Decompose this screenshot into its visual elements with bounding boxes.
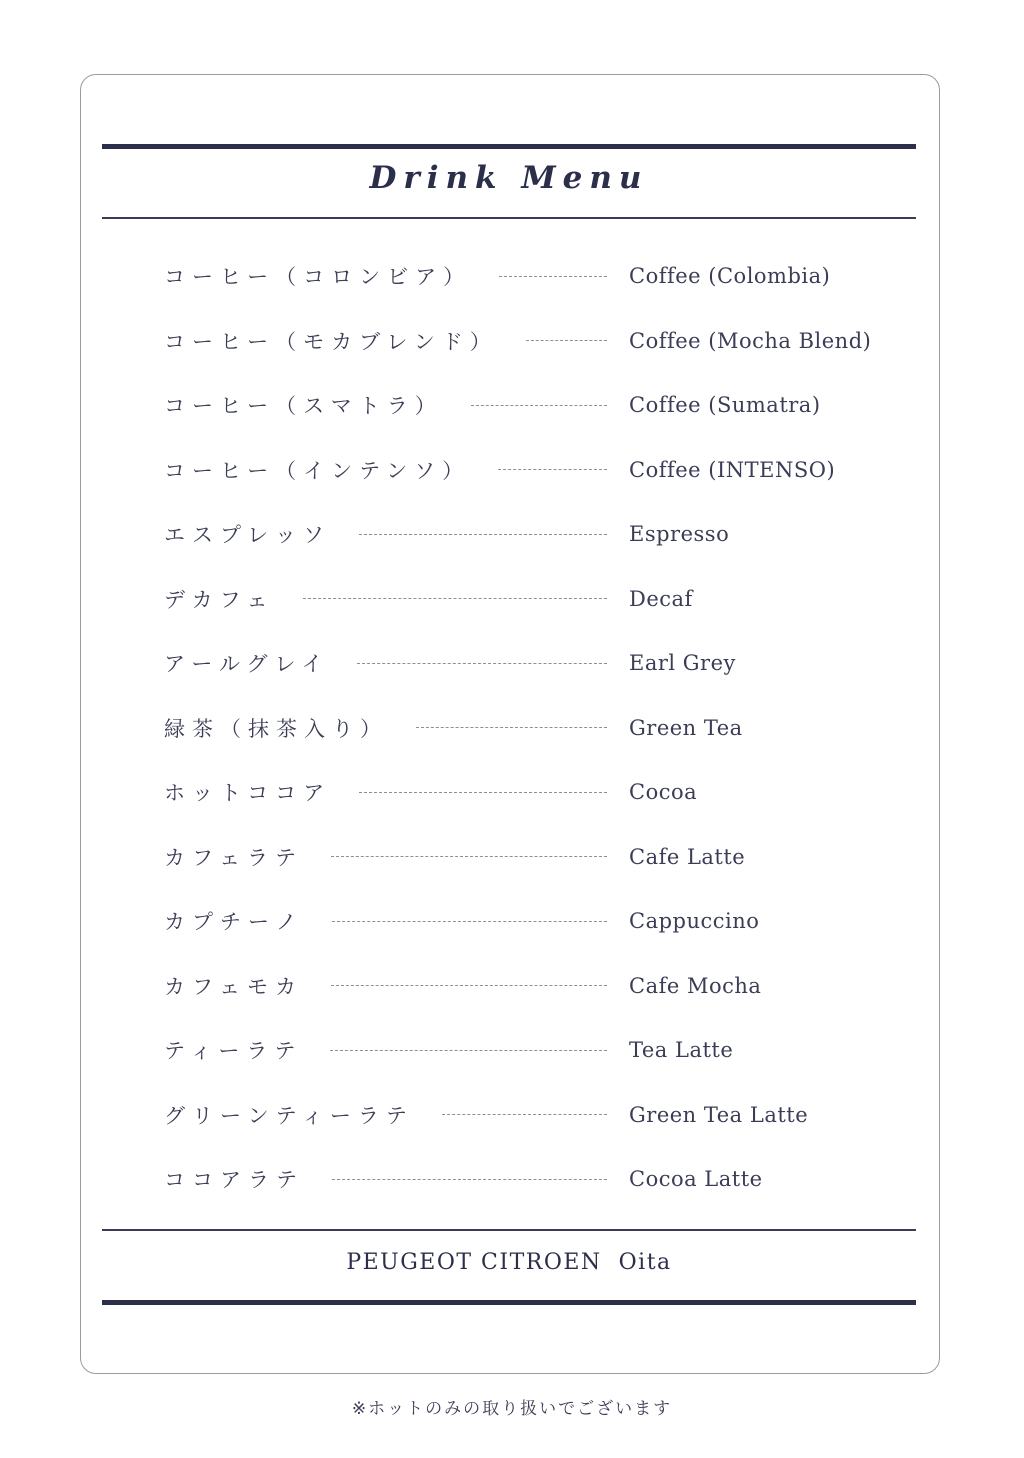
menu-item (164, 502, 884, 567)
menu-item (164, 567, 884, 632)
item-japanese-name: エスプレッソ (164, 523, 331, 548)
item-japanese-name: ココアラテ (164, 1168, 304, 1193)
item-japanese-name: コーヒー（スマトラ） (164, 394, 443, 419)
menu-item (164, 760, 884, 825)
dot-leader (303, 598, 607, 599)
item-japanese-name: デカフェ (164, 587, 275, 612)
item-japanese-name: コーヒー（コロンビア） (164, 265, 472, 290)
item-english-name: Cafe Latte (629, 844, 746, 869)
item-english-name: Cappuccino (629, 909, 760, 934)
item-english-name: Cocoa Latte (629, 1167, 763, 1192)
menu-item (164, 1147, 884, 1212)
item-english-name: Coffee (Colombia) (629, 264, 831, 289)
item-japanese-name: ティーラテ (164, 1039, 303, 1064)
item-english-name: Tea Latte (629, 1038, 734, 1063)
item-english-name: Espresso (629, 522, 730, 547)
item-english-name: Green Tea Latte (629, 1102, 809, 1127)
menu-item (164, 1083, 884, 1148)
item-english-name: Coffee (Mocha Blend) (629, 328, 872, 353)
hot-only-note: ※ホットのみの取り扱いでございます (351, 1399, 673, 1419)
footer-top-rule (102, 1229, 916, 1231)
item-english-name: Green Tea (629, 715, 743, 740)
dot-leader (471, 405, 607, 406)
menu-item (164, 438, 884, 503)
item-japanese-name: グリーンティーラテ (164, 1103, 414, 1128)
dot-leader (332, 921, 607, 922)
item-english-name: Cocoa (629, 780, 698, 805)
item-japanese-name: カフェモカ (164, 974, 303, 999)
dot-leader (330, 1050, 607, 1051)
item-japanese-name: 緑茶（抹茶入り） (164, 716, 388, 741)
item-english-name: Decaf (629, 586, 693, 611)
menu-title: Drink Menu (369, 160, 649, 196)
dot-leader (359, 792, 607, 793)
menu-item (164, 244, 884, 309)
item-japanese-name: コーヒー（インテンソ） (164, 458, 471, 483)
footer-brand: PEUGEOT CITROEN Oita (346, 1250, 672, 1275)
menu-item (164, 373, 884, 438)
dot-leader (499, 276, 607, 277)
menu-item (164, 889, 884, 954)
item-japanese-name: ホットココア (164, 781, 332, 806)
menu-item (164, 696, 884, 761)
menu-item (164, 309, 884, 374)
dot-leader (332, 1179, 607, 1180)
menu-item (164, 825, 884, 890)
bottom-thick-rule (102, 1300, 916, 1305)
top-thick-rule (102, 144, 916, 149)
item-japanese-name: カフェラテ (164, 845, 303, 870)
dot-leader (331, 985, 607, 986)
dot-leader (357, 663, 607, 664)
item-japanese-name: コーヒー（モカブレンド） (164, 329, 498, 354)
item-japanese-name: カプチーノ (164, 910, 304, 935)
item-english-name: Coffee (Sumatra) (629, 393, 821, 418)
drink-list (164, 244, 884, 1212)
dot-leader (359, 534, 607, 535)
dot-leader (498, 469, 607, 470)
dot-leader (331, 856, 607, 857)
dot-leader (526, 340, 607, 341)
item-english-name: Coffee (INTENSO) (629, 457, 836, 482)
item-english-name: Earl Grey (629, 651, 736, 676)
dot-leader (442, 1114, 607, 1115)
item-english-name: Cafe Mocha (629, 973, 762, 998)
menu-item (164, 954, 884, 1019)
dot-leader (416, 727, 607, 728)
menu-item (164, 1018, 884, 1083)
menu-item (164, 631, 884, 696)
item-japanese-name: アールグレイ (164, 652, 330, 677)
title-underline-rule (102, 217, 916, 219)
